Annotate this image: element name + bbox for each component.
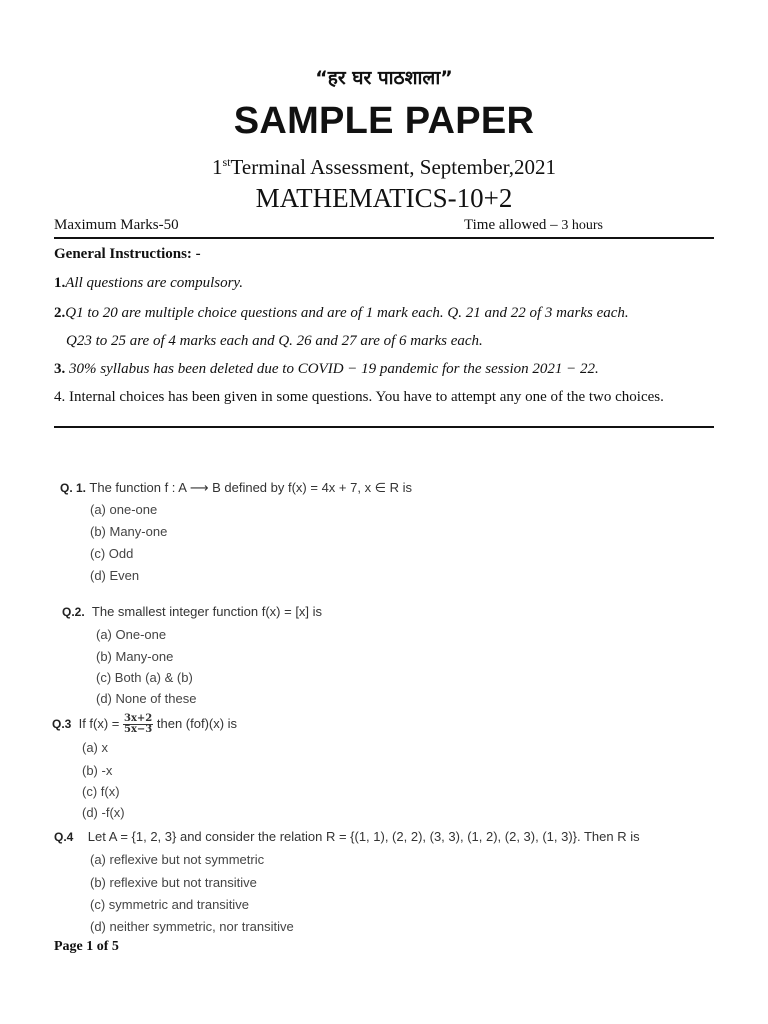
time-label: Time allowed – [464, 217, 562, 233]
instruction-2-continued [66, 332, 714, 351]
question-2 [62, 604, 322, 619]
question-text-post: then (fof)(x) is [153, 715, 238, 731]
q3-option-a: (a) x [82, 740, 108, 755]
question-text: The smallest integer function f(x) = [x] is [91, 604, 323, 619]
q1-option-a: (a) one-one [90, 502, 158, 517]
q3-option-b: (b) -x [82, 763, 113, 778]
q4-option-b: (b) reflexive but not transitive [90, 875, 257, 890]
max-marks: Maximum Marks-50 [54, 217, 179, 233]
subject-title: MATHEMATICS-10+2 [255, 183, 513, 213]
instruction-4: 4. Internal choices has been given in some questions. You have to attempt any one of the two choices. [54, 389, 664, 405]
question-number: Q.4 [54, 830, 74, 844]
q2-option-a: (a) One-one [96, 627, 167, 642]
q4-option-d: (d) neither symmetric, nor transitive [90, 919, 294, 934]
instruction-1 [54, 274, 714, 293]
question-text: The function f : A ⟶ B defined by f(x) = 4x + 7, x ∈ R is [89, 480, 413, 495]
fraction-denominator: 5x−3 [124, 724, 153, 735]
exam-subtitle [0, 155, 768, 180]
q2-option-b: (b) Many-one [96, 649, 174, 664]
marks-time-row [54, 217, 714, 237]
q4-option-a: (a) reflexive but not symmetric [90, 852, 265, 867]
page-number: Page 1 of 5 [54, 939, 119, 954]
q2-option-d: (d) None of these [96, 691, 197, 706]
time-allowed [464, 217, 603, 234]
question-1 [60, 480, 412, 496]
instruction-3 [54, 360, 714, 379]
question-text: Let A = {1, 2, 3} and consider the relation R = {(1, 1), (2, 2), (3, 3), (1, 2), (2, 3), (1, 3)}. Then R is [87, 829, 640, 844]
q3-option-d: (d) -f(x) [82, 805, 125, 820]
page-title: SAMPLE PAPER [233, 100, 535, 142]
question-3 [52, 714, 237, 735]
q3-option-c: (c) f(x) [82, 784, 120, 799]
instruction-number: 1. [54, 275, 66, 291]
instructions-heading: General Instructions: - [54, 246, 201, 262]
q1-option-b: (b) Many-one [90, 524, 168, 539]
question-number: Q. 1. [60, 481, 87, 495]
divider-top [54, 237, 714, 239]
instruction-text: Q23 to 25 are of 4 marks each and Q. 26 and 27 are of 6 marks each. [66, 333, 483, 349]
question-number: Q.3 [52, 716, 72, 731]
q1-option-d: (d) Even [90, 568, 140, 583]
instruction-number: 2. [54, 305, 66, 321]
question-4 [54, 829, 640, 844]
subtitle-number: 1 [212, 155, 223, 179]
q2-option-c: (c) Both (a) & (b) [96, 670, 193, 685]
q1-option-c: (c) Odd [90, 546, 134, 561]
q4-option-c: (c) symmetric and transitive [90, 897, 249, 912]
motto: “हर घर पाठशाला” [315, 67, 453, 89]
question-text-pre: If f(x) = [78, 715, 123, 731]
instruction-2 [54, 304, 714, 323]
fraction-numerator: 3x+2 [124, 713, 153, 724]
time-value: 3 hours [561, 218, 603, 233]
instruction-text: All questions are compulsory. [65, 275, 244, 291]
instruction-number: 3. [54, 361, 66, 377]
instruction-text: 30% syllabus has been deleted due to COVID − 19 pandemic for the session 2021 − 22. [65, 361, 599, 377]
question-number: Q.2. [62, 605, 85, 619]
divider-bottom [54, 426, 714, 428]
subtitle-superscript: st [222, 155, 231, 169]
fraction [123, 714, 153, 735]
instruction-text: Q1 to 20 are multiple choice questions and are of 1 mark each. Q. 21 and 22 of 3 marks each. [65, 305, 629, 321]
subtitle-text: Terminal Assessment, September,2021 [230, 155, 556, 179]
